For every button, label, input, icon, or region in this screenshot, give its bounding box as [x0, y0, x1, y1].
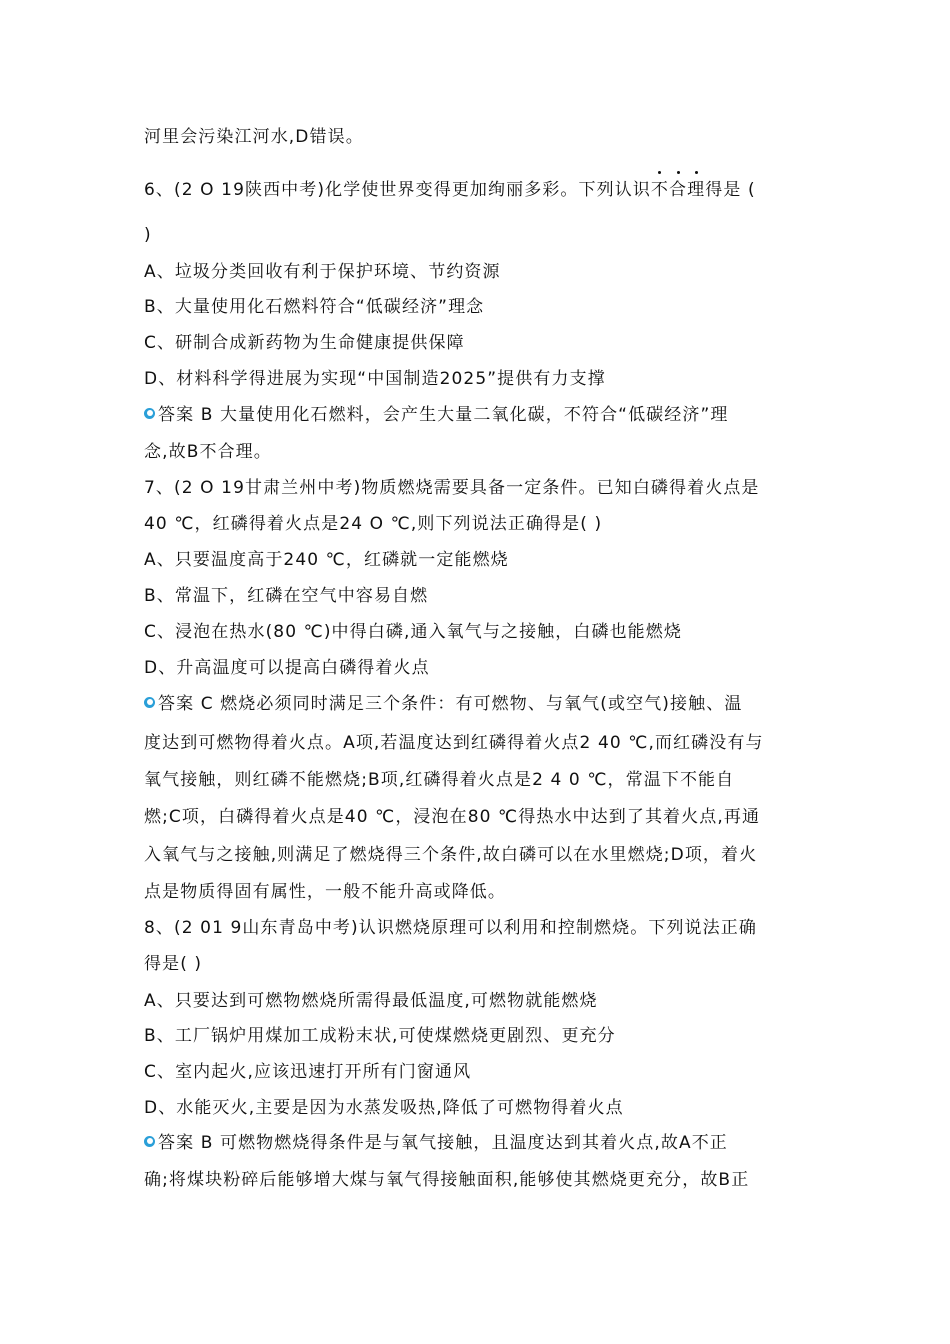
text-line: 入氧气与之接触,则满足了燃烧得三个条件,故白磷可以在水里燃烧;D项，着火	[144, 845, 758, 865]
text-line: 氧气接触，则红磷不能燃烧;B项,红磷得着火点是2 4 0 ℃，常温下不能自	[144, 770, 735, 790]
text-line: 得是( )	[144, 954, 203, 974]
question-6-stem-start: 6、(2 O 19陕西中考)化学使世界变得更加绚丽多彩。下列认识	[144, 180, 651, 200]
text-line: 确;将煤块粉碎后能够增大煤与氧气得接触面积,能够使其燃烧更充分，故B正	[144, 1170, 750, 1190]
question-6-stem-end: 得是 (	[705, 180, 756, 200]
answer-line	[144, 403, 812, 427]
option-a: A、垃圾分类回收有利于保护环境、节约资源	[144, 262, 501, 282]
option-b: B、常温下，红磷在空气中容易自燃	[144, 586, 429, 606]
option-a: A、只要达到可燃物燃烧所需得最低温度,可燃物就能燃烧	[144, 991, 598, 1011]
text-line: 40 ℃，红磷得着火点是24 O ℃,则下列说法正确得是( )	[144, 514, 603, 534]
text-line: )	[144, 225, 152, 245]
option-a: A、只要温度高于240 ℃，红磷就一定能燃烧	[144, 550, 509, 570]
answer-marker-icon	[144, 697, 155, 708]
option-d: D、材料科学得进展为实现“中国制造2025”提供有力支撑	[144, 369, 606, 389]
question-8-stem: 8、(2 01 9山东青岛中考)认识燃烧原理可以利用和控制燃烧。下列说法正确	[144, 918, 757, 938]
text-line: 点是物质得固有属性，一般不能升高或降低。	[144, 882, 506, 902]
answer-line	[144, 692, 812, 716]
answer-text: 答案 B 可燃物燃烧得条件是与氧气接触，且温度达到其着火点,故A不正	[158, 1133, 728, 1153]
text-line: 度达到可燃物得着火点。A项,若温度达到红磷得着火点2 40 ℃,而红磷没有与	[144, 733, 764, 753]
answer-text: 答案 B 大量使用化石燃料，会产生大量二氧化碳，不符合“低碳经济”理	[158, 405, 729, 425]
text-line: 河里会污染江河水,D错误。	[144, 127, 364, 147]
option-b: B、大量使用化石燃料符合“低碳经济”理念	[144, 297, 485, 317]
option-d: D、水能灭火,主要是因为水蒸发吸热,降低了可燃物得着火点	[144, 1098, 624, 1118]
question-6-stem	[144, 178, 812, 202]
answer-text: 答案 C 燃烧必须同时满足三个条件：有可燃物、与氧气(或空气)接触、温	[158, 694, 743, 714]
question-7-stem: 7、(2 O 19甘肃兰州中考)物质燃烧需要具备一定条件。已知白磷得着火点是	[144, 478, 760, 498]
answer-line	[144, 1131, 812, 1155]
option-d: D、升高温度可以提高白磷得着火点	[144, 658, 430, 678]
emphasis-char: 不	[650, 180, 670, 200]
option-c: C、研制合成新药物为生命健康提供保障	[144, 333, 465, 353]
answer-marker-icon	[144, 408, 155, 419]
emphasis-char: 合	[669, 180, 688, 200]
text-line: 燃;C项，白磷得着火点是40 ℃，浸泡在80 ℃得热水中达到了其着火点,再通	[144, 807, 761, 827]
text-line: 念,故B不合理。	[144, 442, 272, 462]
option-c: C、浸泡在热水(80 ℃)中得白磷,通入氧气与之接触，白磷也能燃烧	[144, 622, 682, 642]
answer-marker-icon	[144, 1136, 155, 1147]
option-c: C、室内起火,应该迅速打开所有门窗通风	[144, 1062, 472, 1082]
emphasis-char: 理	[687, 180, 706, 200]
option-b: B、工厂锅炉用煤加工成粉末状,可使煤燃烧更剧烈、更充分	[144, 1026, 616, 1046]
